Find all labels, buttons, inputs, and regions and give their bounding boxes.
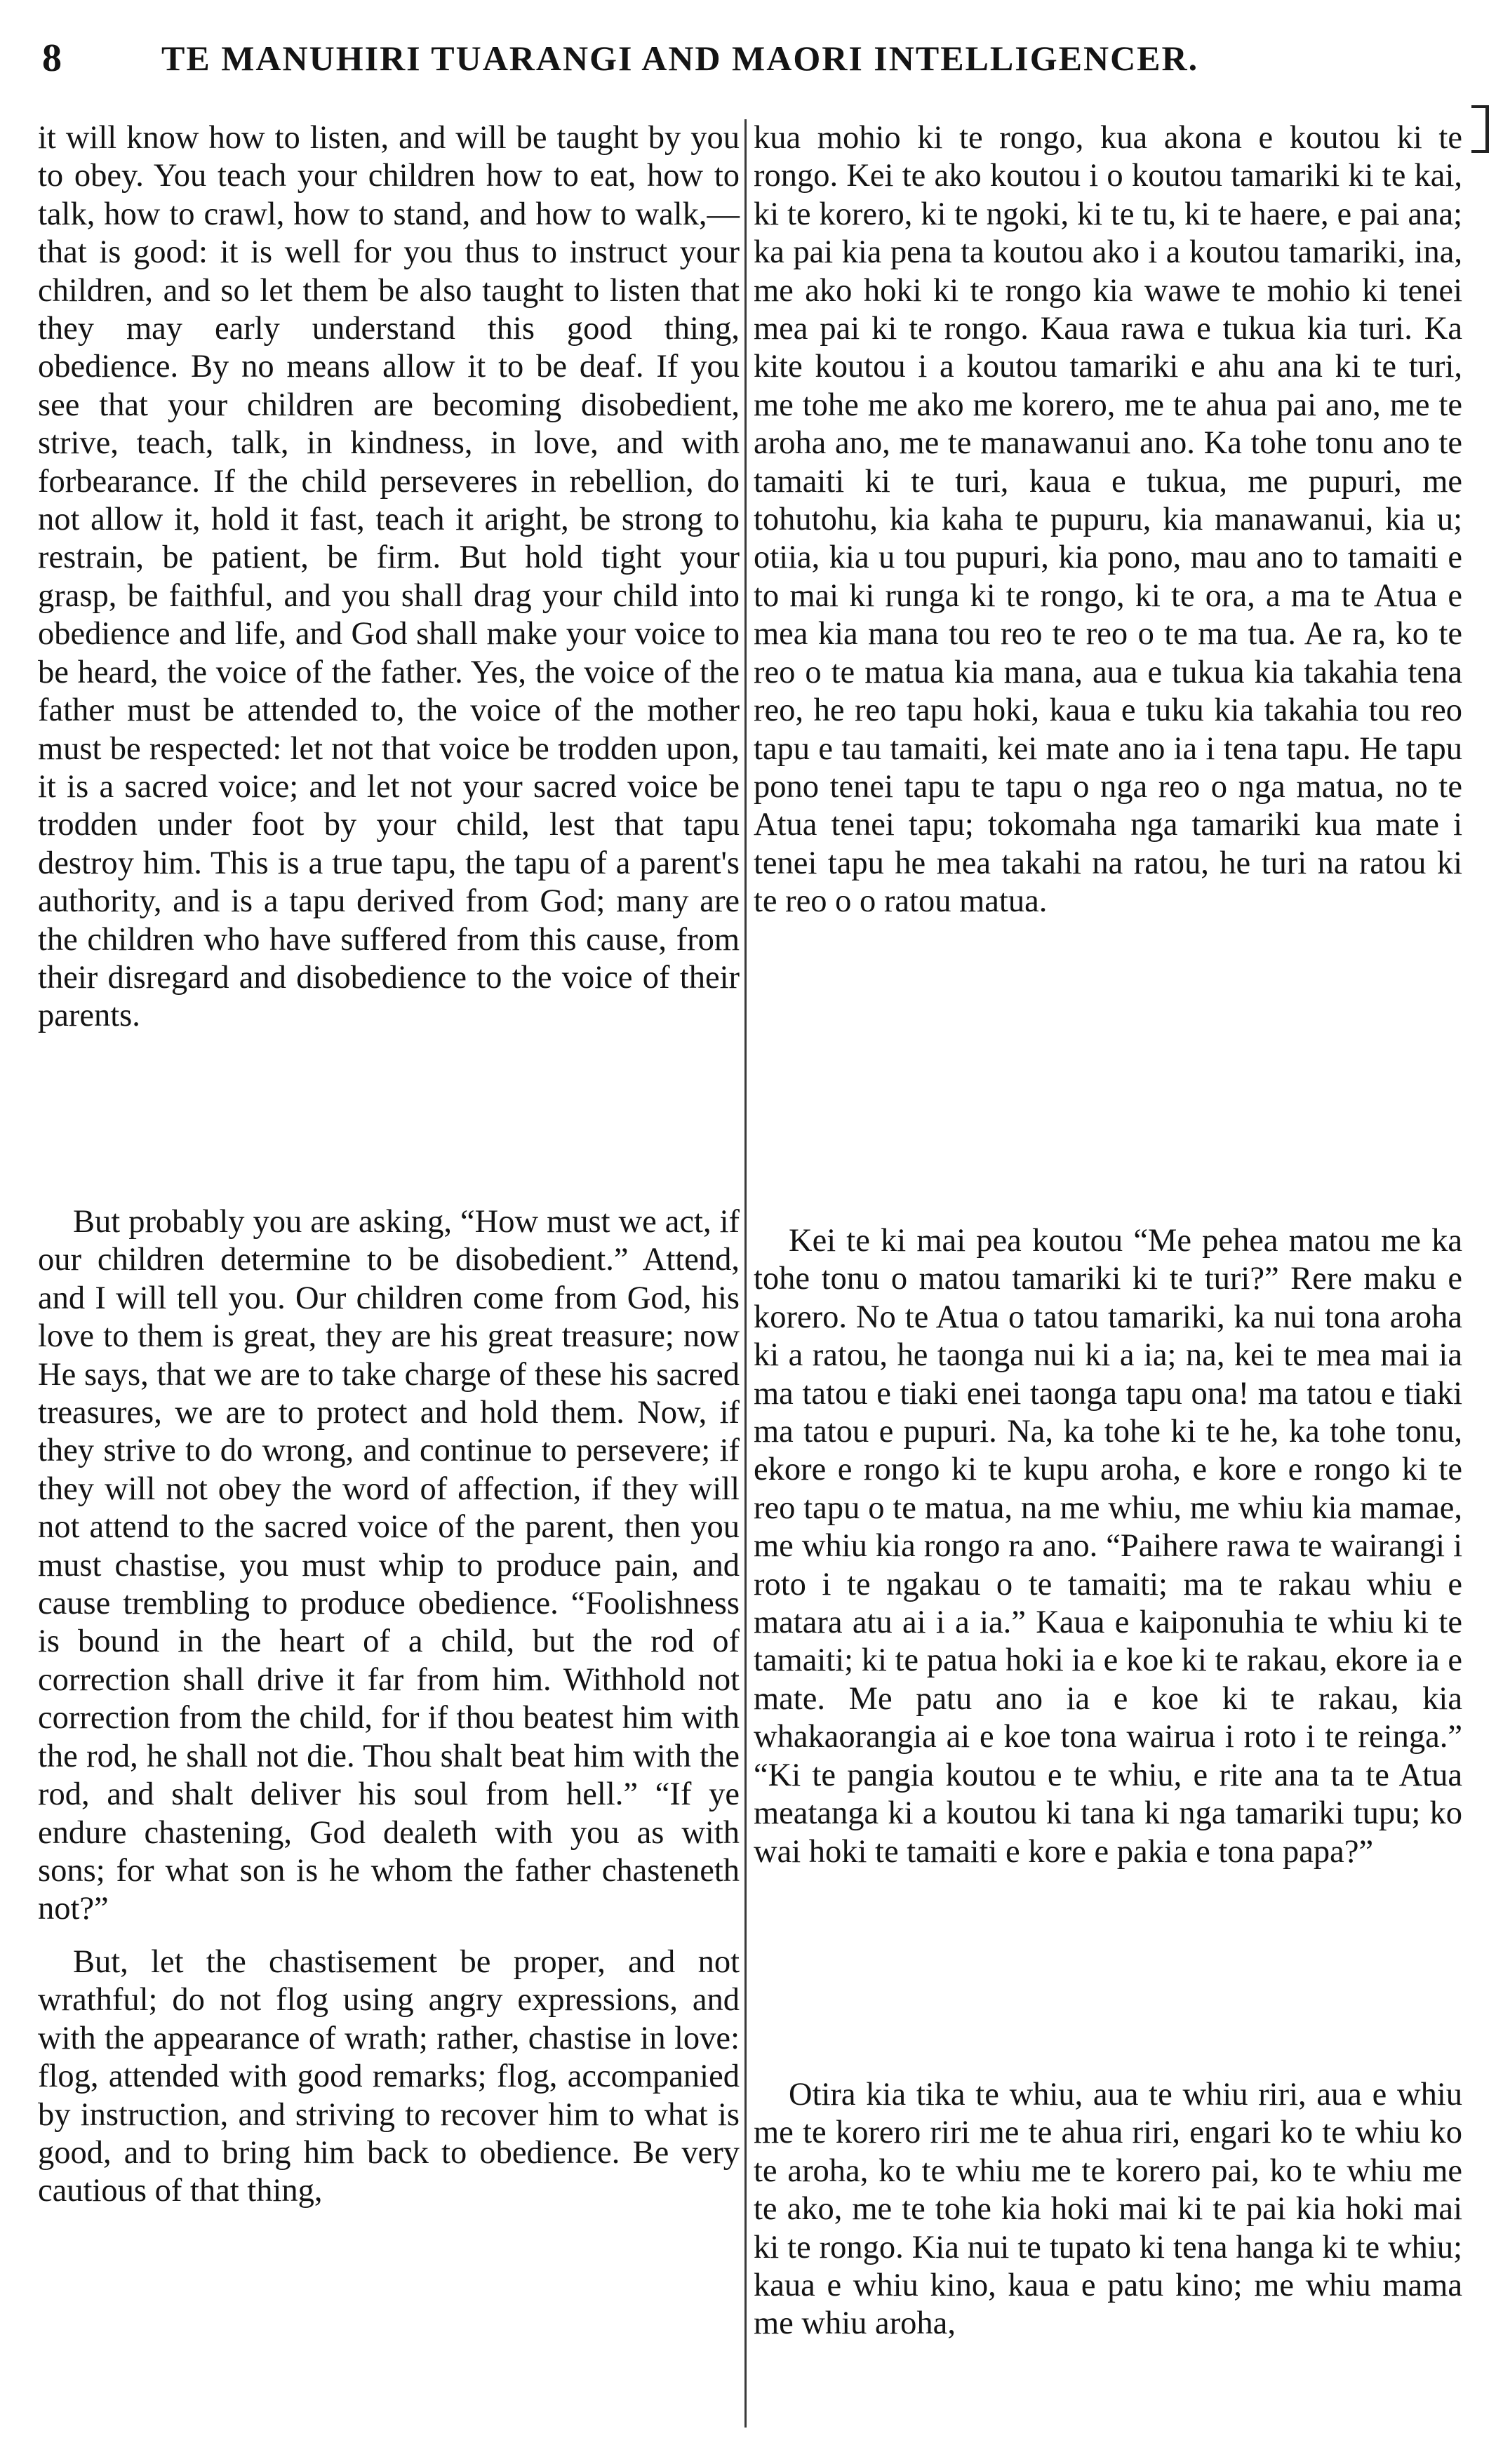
english-paragraph-1: it will know how to listen, and will be taught by you to obey. You teach your children how to eat, how to talk, how to crawl, how to stand, and how to walk,—that is good: it is well for you thus to instruct your children, and so let them be also taught to listen that they may early understand this good thing, obedience. By no means allow it to be deaf. If you see that your children are becoming disobedient, strive, teach, talk, in kindness, in love, and with forbearance. If the child perseveres in rebellion, do not allow it, hold it fast, teach it aright, be strong to restrain, be patient, be firm. But hold tight your grasp, be faithful, and you shall drag your child into obedience and life, and God shall make your voice to be heard, the voice of the father. Yes, the voice of the father must be attended to, the voice of the mother must be respected: let not that voice be trodden upon, it is a sacred voice; and let not your sacred voice be trodden under foot by your child, lest that tapu destroy him. This is a true tapu, the tapu of a parent's authority, and is a tapu derived from God; many are the children who have suffered from this cause, from their disregard and disobedience to the voice of their parents. [38, 120, 740, 1034]
maori-paragraph-3: Otira kia tika te whiu, aua te whiu riri, aua e whiu me te korero riri me te ahua riri, engari ko te whiu ko te aroha, ko te whiu me te korero pai, ko te whiu me te ako, me te tohe kia hoki mai ki te pai kia hoki mai ki te rongo. Kia nui te tupato ki tena hanga ki te whiu; kaua e whiu kino, kaua e patu kino; me whiu mama me whiu aroha, [754, 2077, 1462, 2342]
maori-paragraph-1: kua mohio ki te rongo, kua akona e koutou ki te rongo. Kei te ako koutou i o koutou tamariki ki te kai, ki te korero, ki te ngoki, ki te tu, ki te haere, e pai ana; ka pai kia pena ta koutou ako i a koutou tamariki, ina, me ako hoki ki te rongo kia wawe te mohio ki tenei mea pai ki te rongo. Kaua rawa e tukua kia turi. Ka kite koutou i a koutou tamariki e ahu ana ki te turi, me tohe me ako me korero, me te ahua pai ano, me te aroha ano, me te manawanui ano. Ka tohe tonu ano te tamaiti ki te turi, kaua e tukua, me pupuri, me tohutohu, kia kaha te pupuru, kia manawanui, kia u; otiia, kia u tou pupuri, kia pono, mau ano to tamaiti e to mai ki runga ki te rongo, ki te ora, a ma te Atua e mea kia mana tou reo te reo o te ma tua. Ae ra, ko te reo o te matua kia mana, aua e tukua kia takahia tena reo, he reo tapu hoki, kaua e tuku kia takahia tou reo tapu e tau tamaiti, kei mate ano ia i tena tapu. He tapu pono tenei tapu te tapu o nga reo o nga matua, no te Atua tenei tapu; tokomaha nga tamariki kua mate i tenei tapu he mea takahi na ratou, he turi na ratou ki te reo o o ratou matua. [754, 120, 1462, 920]
page-edge-mark [1471, 105, 1489, 153]
page-title: TE MANUHIRI TUARANGI AND MAORI INTELLIGENCER. [161, 39, 1199, 78]
english-paragraph-2: But probably you are asking, “How must we act, if our children determine to be disobedient.” Attend, and I will tell you. Our children come from God, his love to them is great, they are his great treasure; now He says, that we are to take charge of these his sacred treasures, we are to protect and hold them. Now, if they strive to do wrong, and continue to persevere; if they will not obey the word of affection, if they will not attend to the sacred voice of the parent, then you must chastise, you must whip to produce pain, and cause trembling to produce obedience. “Foolishness is bound in the heart of a child, but the rod of correction shall drive it far from him. Withhold not correction from the child, for if thou beatest him with the rod, he shall not die. Thou shalt beat him with the rod, and shalt deliver his soul from hell.” “If ye endure chastening, God dealeth with you as with sons; for what son is he whom the father chasteneth not?” [38, 1204, 740, 1927]
page-number: 8 [42, 36, 62, 80]
column-divider [744, 119, 747, 2428]
english-paragraph-3: But, let the chastisement be proper, and not wrathful; do not flog using angry expressions, and with the appearance of wrath; rather, chastise in love: flog, attended with good remarks; flog, accompanied by instruction, and striving to recover him to what is good, and to bring him back to obedience. Be very cautious of that thing, [38, 1944, 740, 2209]
page-header [42, 27, 1445, 90]
maori-paragraph-2: Kei te ki mai pea koutou “Me pehea matou me ka tohe tonu o matou tamariki ki te turi?” Rere maku e korero. No te Atua o tatou tamariki, ka nui tona aroha ki a ratou, he taonga nui ki a ia; na, kei te mea mai ia ma tatou e tiaki enei taonga tapu ona! ma tatou e tiaki ma tatou e pupuri. Na, ka tohe ki te he, ka tohe tonu, ekore e rongo ki te kupu aroha, e kore e rongo ki te reo tapu o te matua, na me whiu, me whiu kia mamae, me whiu kia rongo ra ano. “Paihere rawa te wairangi i roto i te ngakau o te tamaiti; ma te rakau whiu e matara atu ai i a ia.” Kaua e kaiponuhia te whiu ki te tamaiti; ki te patua hoki ia e koe ki te rakau, ekore ia e mate. Me patu ano ia e koe ki te rakau, kia whakaorangia ai e koe tona wairua i roto i te reinga.” “Ki te pangia koutou e te whiu, e rite ana ta te Atua meatanga ki a koutou ki tana ki nga tamariki tupu; ko wai hoki te tamaiti e kore e pakia e tona papa?” [754, 1223, 1462, 1870]
